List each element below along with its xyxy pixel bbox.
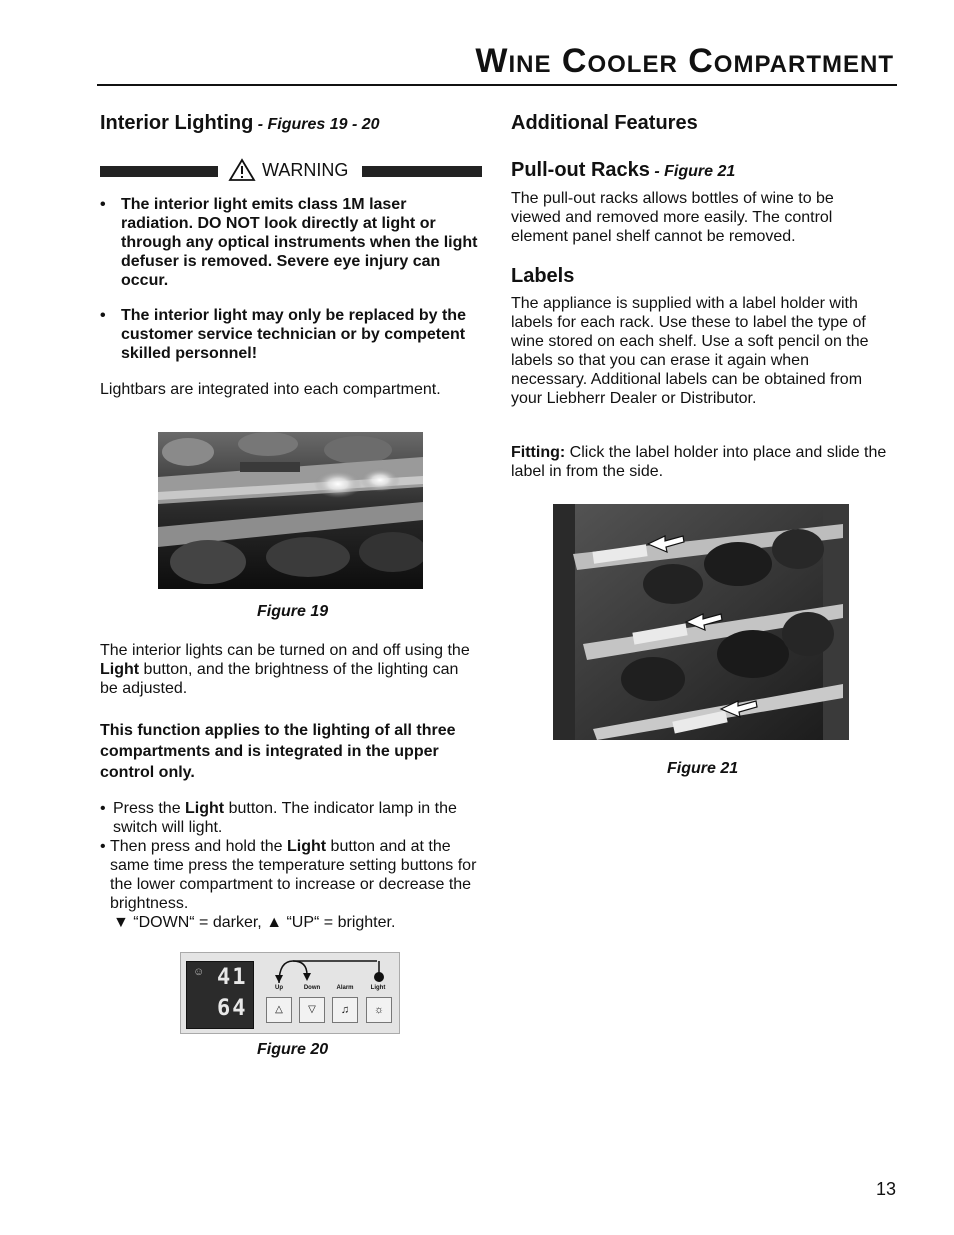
figure-19-caption: Figure 19 xyxy=(257,603,329,620)
bullet-dot: • xyxy=(100,196,106,213)
warning-bar-left xyxy=(100,166,218,177)
warning-bullet-text: The interior light may only be replaced by the customer service technician or by competent skilled personnel! xyxy=(121,307,466,362)
warning-bullet xyxy=(100,195,480,290)
fitting-instruction: Click the label holder into place and slide the label in from the side. xyxy=(511,444,887,480)
warning-label: WARNING xyxy=(262,160,349,180)
step-item xyxy=(100,837,480,913)
up-down-legend: ▼ “DOWN“ = darker, ▲ “UP“ = brighter. xyxy=(113,914,396,931)
lighting-paragraph-text: The interior lights can be turned on and off using the xyxy=(100,642,470,659)
labels-text: The appliance is supplied with a label holder with labels for each rack. Use these to label the type of wine stored on each shelf. Use a soft pencil on the labels so that you can erase it again when necessary. Additional labels can be obtained from your Liebherr Dealer or Distributor. xyxy=(511,295,869,407)
lightbars-text: Lightbars are integrated into each compartment. xyxy=(100,381,441,398)
labels-heading: Labels xyxy=(511,265,575,287)
light-button-term: Light xyxy=(287,838,327,855)
down-button-icon[interactable]: ▽ xyxy=(299,997,325,1023)
interior-lighting-title: Interior Lighting xyxy=(100,112,254,134)
steps-list xyxy=(100,799,480,932)
fitting-text xyxy=(511,443,891,481)
alarm-label: Alarm xyxy=(336,985,354,991)
alarm-button-icon[interactable]: ♫ xyxy=(332,997,358,1023)
figure-21-image xyxy=(553,504,849,740)
step-text-part: Then press and hold the xyxy=(110,838,288,855)
interior-lighting-heading xyxy=(100,112,380,135)
up-button-icon[interactable]: △ xyxy=(266,997,292,1023)
warning-triangle-icon xyxy=(228,158,256,182)
warning-bullet xyxy=(100,306,480,363)
figure-20-control-panel xyxy=(180,952,400,1034)
down-label: Down xyxy=(303,985,321,991)
pullout-racks-heading xyxy=(511,159,735,182)
function-note: This function applies to the lighting of all three compartments and is integrated in the upper control only. xyxy=(100,722,456,781)
page-number: 13 xyxy=(876,1179,897,1199)
bullet-dot: • xyxy=(100,307,106,324)
step-text xyxy=(113,799,480,837)
interior-lighting-ref: - Figures 19 - 20 xyxy=(253,116,380,133)
pullout-racks-text: The pull-out racks allows bottles of wine to be viewed and removed more easily. The control element panel shelf cannot be removed. xyxy=(511,190,834,245)
lighting-paragraph xyxy=(100,641,480,698)
light-button-term: Light xyxy=(185,800,225,817)
warning-bullet-text: The interior light emits class 1M laser radiation. DO NOT look directly at light or through any optical instruments when the light defuser is removed. Severe eye injury can occur. xyxy=(121,196,478,289)
additional-features-heading: Additional Features xyxy=(511,112,698,134)
figure-19-image xyxy=(158,432,423,589)
light-button-term: Light xyxy=(100,661,140,678)
page-title: Wine Cooler Compartment xyxy=(475,42,894,80)
bullet-dot: • xyxy=(100,800,106,817)
step-text-part: button and at the same time press the temperature setting buttons for the lower compartment to increase or decrease the brightness. xyxy=(110,838,477,912)
temperature-display xyxy=(186,961,254,1029)
light-label: Light xyxy=(370,985,386,991)
title-rule xyxy=(97,84,897,86)
smiley-icon: ☺ xyxy=(193,966,205,978)
figure-20-caption: Figure 20 xyxy=(257,1041,329,1058)
fitting-label: Fitting: xyxy=(511,444,566,461)
light-button-icon[interactable]: ☼ xyxy=(366,997,392,1023)
step-item xyxy=(100,799,480,837)
step-text-part: Press the xyxy=(113,800,186,817)
warning-bullet-list xyxy=(100,195,480,363)
lighting-paragraph-text: button, and the brightness of the lighting can be adjusted. xyxy=(100,661,459,697)
warning-bar-right xyxy=(362,166,482,177)
display-bottom-value: 64 xyxy=(217,996,248,1021)
pullout-racks-ref: - Figure 21 xyxy=(649,163,736,180)
bullet-dot: • xyxy=(100,838,106,855)
up-label: Up xyxy=(275,985,283,991)
pullout-racks-title: Pull-out Racks xyxy=(511,159,650,181)
step-text-part: button. The indicator lamp in the switch will light. xyxy=(113,800,457,836)
step-text xyxy=(110,837,480,913)
figure-21-caption: Figure 21 xyxy=(667,760,739,777)
press-arrows-icon xyxy=(267,955,397,983)
display-top-value: 41 xyxy=(217,965,248,990)
